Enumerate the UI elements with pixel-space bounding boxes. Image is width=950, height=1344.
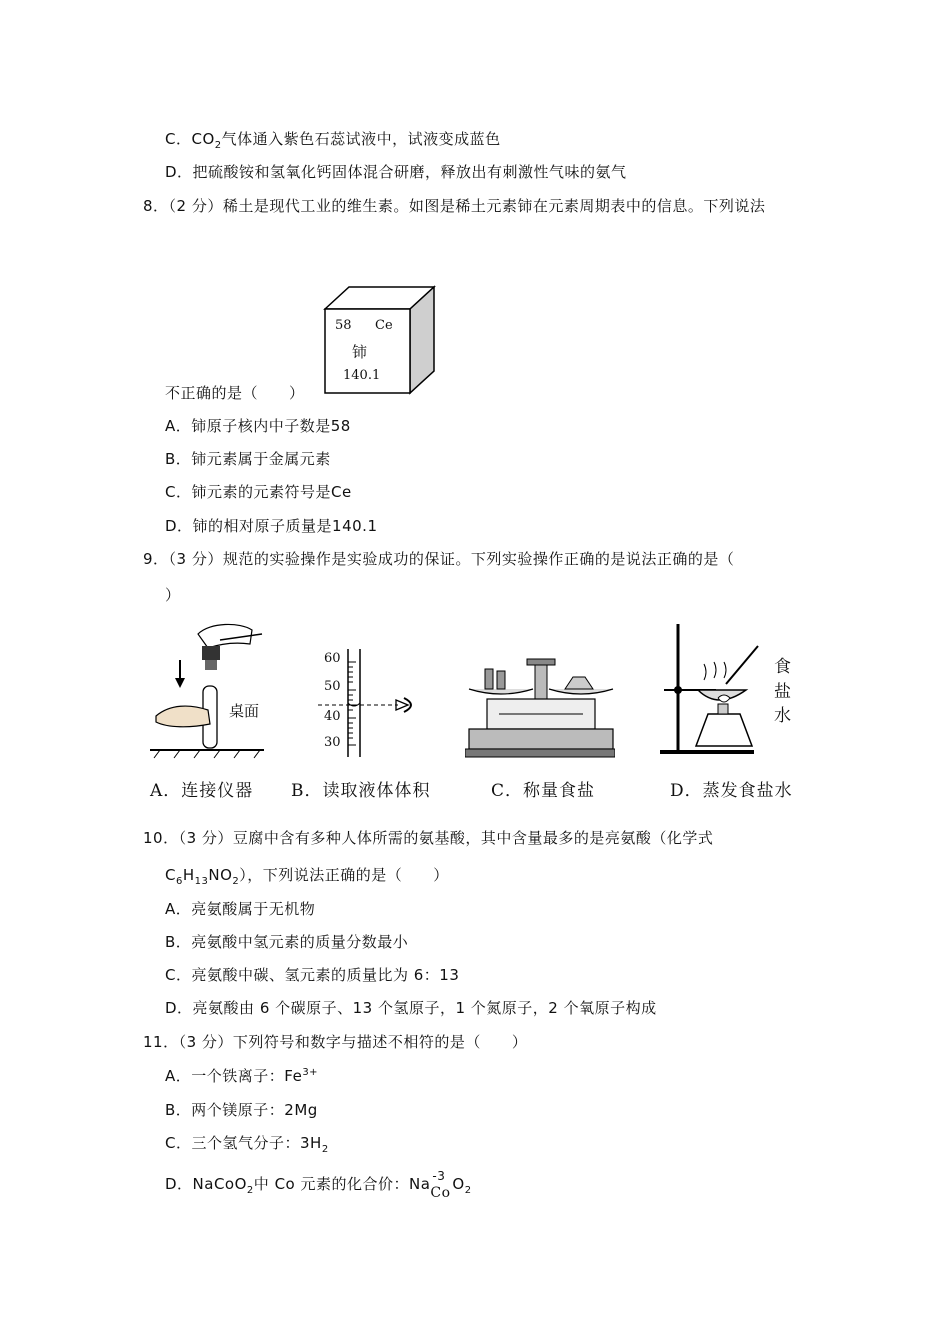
q10-stem: 10．（3 分）豆腐中含有多种人体所需的氨基酸，其中含量最多的是亮氨酸（化学式 [143,829,714,847]
tick-40: 40 [324,709,341,724]
q8-option-c: C．铈元素的元素符号是Ce [165,483,352,501]
q10-option-d: D．亮氨酸由 6 个碳原子、13 个氢原子，1 个氮原子，2 个氧原子构成 [165,999,657,1017]
figure-d-label-2: 盐 [774,682,791,702]
q11-option-d: D．NaCoO$_2$中 Co 元素的化合价：Na -3 Co $O_2$ [165,1169,472,1201]
q11-option-c: C．三个氢气分子：$3H_2$ [165,1134,329,1155]
q10-formula-line: $C_6H_{13}NO_2$），下列说法正确的是（ ） [165,866,449,887]
q10-option-b: B．亮氨酸中氢元素的质量分数最小 [165,933,409,951]
figure-c-caption: C．称量食盐 [491,781,596,801]
q11-option-b: B．两个镁原子：2Mg [165,1101,318,1119]
q8-option-b: B．铈元素属于金属元素 [165,450,331,468]
q8-option-d: D．铈的相对原子质量是140.1 [165,517,378,535]
cerium-element-cell [323,285,437,395]
atomic-mass: 140.1 [343,368,381,383]
figure-d-caption: D．蒸发食盐水 [670,781,793,801]
q10-option-a: A．亮氨酸属于无机物 [165,900,316,918]
figure-b-read-volume [318,645,428,760]
q7-option-c: C．$CO_2$气体通入紫色石蕊试液中，试液变成蓝色 [165,130,501,151]
atomic-number: 58 [335,318,352,333]
q9-stem: 9．（3 分）规范的实验操作是实验成功的保证。下列实验操作正确的是说法正确的是（ [143,550,735,568]
q11-stem: 11．（3 分）下列符号和数字与描述不相符的是（ ） [143,1033,528,1051]
figure-c-weigh-salt [465,655,615,760]
element-name: 铈 [352,343,368,361]
figure-d-label-1: 食 [774,657,791,677]
tick-50: 50 [324,679,341,694]
figure-a-desk-label: 桌面 [229,702,260,720]
q8-stem: 8．（2 分）稀土是现代工业的维生素。如图是稀土元素铈在元素周期表中的信息。下列说法 [143,197,766,215]
figure-b-caption: B．读取液体体积 [291,781,431,801]
tick-60: 60 [324,651,341,666]
valence-notation: -3 Co [430,1169,451,1201]
q8-stem-end: 不正确的是（ ） [165,384,305,402]
tick-30: 30 [324,735,341,750]
element-symbol: Ce [375,318,393,333]
q7-option-d: D．把硫酸铵和氢氧化钙固体混合研磨，释放出有刺激性气味的氨气 [165,163,627,181]
q10-option-c: C．亮氨酸中碳、氢元素的质量比为 6：13 [165,966,460,984]
q9-stem-end: ） [165,586,181,604]
figure-a-connect-apparatus [150,620,270,760]
q11-option-a: A．一个铁离子：$Fe^{3+}$ [165,1067,319,1085]
q8-option-a: A．铈原子核内中子数是58 [165,417,351,435]
figure-d-label-3: 水 [774,706,791,726]
figure-a-caption: A．连接仪器 [150,781,254,801]
figure-d-evaporate-salt-water [660,620,770,758]
